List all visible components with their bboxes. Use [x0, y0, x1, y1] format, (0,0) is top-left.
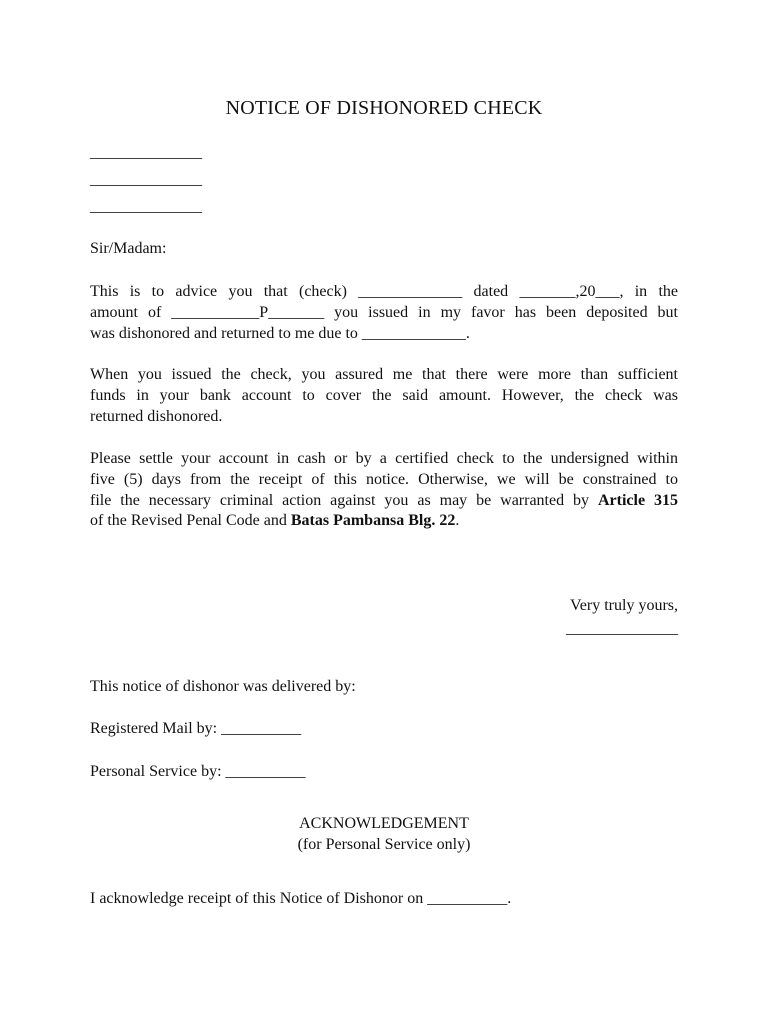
closing: Very truly yours,	[570, 597, 678, 614]
acknowledgement-subtitle: (for Personal Service only)	[297, 836, 471, 853]
paragraph-advice-line-3: was dishonored and returned to me due to _____________.	[90, 324, 470, 342]
paragraph-demand-line-4-text: of the Revised Penal Code and	[90, 512, 287, 530]
acknowledgement-text: I acknowledge receipt of this Notice of Dishonor on __________.	[90, 890, 512, 907]
paragraph-assurance-line-2: funds in your bank account to cover the said amount. However, the check was	[90, 386, 678, 404]
paragraph-assurance-line-3: returned dishonored.	[90, 407, 223, 425]
paragraph-advice-line-1: This is to advice you that (check) _____________ dated _______,20___, in the	[90, 283, 678, 300]
paragraph-demand-line-3-text: file the necessary criminal action against you as may be warranted by	[90, 491, 590, 509]
address-blank-3: ______________	[90, 198, 202, 215]
address-blank-2: ______________	[90, 171, 202, 188]
paragraph-advice-line-2: amount of ___________P_______ you issued in my favor has been deposited but	[90, 303, 678, 321]
paragraph-demand-period: .	[455, 512, 460, 530]
salutation: Sir/Madam:	[90, 240, 167, 257]
acknowledgement-title: ACKNOWLEDGEMENT	[299, 815, 469, 832]
paragraph-demand-line-4	[90, 511, 678, 532]
paragraph-advice	[90, 282, 678, 344]
paragraph-assurance-line-1: When you issued the check, you assured me that there were more than sufficient	[90, 366, 678, 383]
delivery-intro: This notice of dishonor was delivered by:	[90, 678, 356, 695]
signature-blank: ______________	[566, 620, 678, 637]
paragraph-demand	[90, 449, 678, 532]
document-title: NOTICE OF DISHONORED CHECK	[225, 97, 543, 119]
article-reference: Article 315	[598, 491, 679, 509]
law-reference: Batas Pambansa Blg. 22	[290, 512, 456, 530]
paragraph-demand-line-3	[90, 491, 678, 512]
personal-service-line: Personal Service by: __________	[90, 763, 306, 780]
paragraph-assurance	[90, 365, 678, 427]
paragraph-demand-line-2: five (5) days from the receipt of this notice. Otherwise, we will be constrained to	[90, 470, 678, 488]
address-blank-1: ______________	[90, 144, 202, 161]
registered-mail-line: Registered Mail by: __________	[90, 720, 302, 737]
paragraph-demand-line-1: Please settle your account in cash or by a certified check to the undersigned within	[90, 450, 678, 467]
